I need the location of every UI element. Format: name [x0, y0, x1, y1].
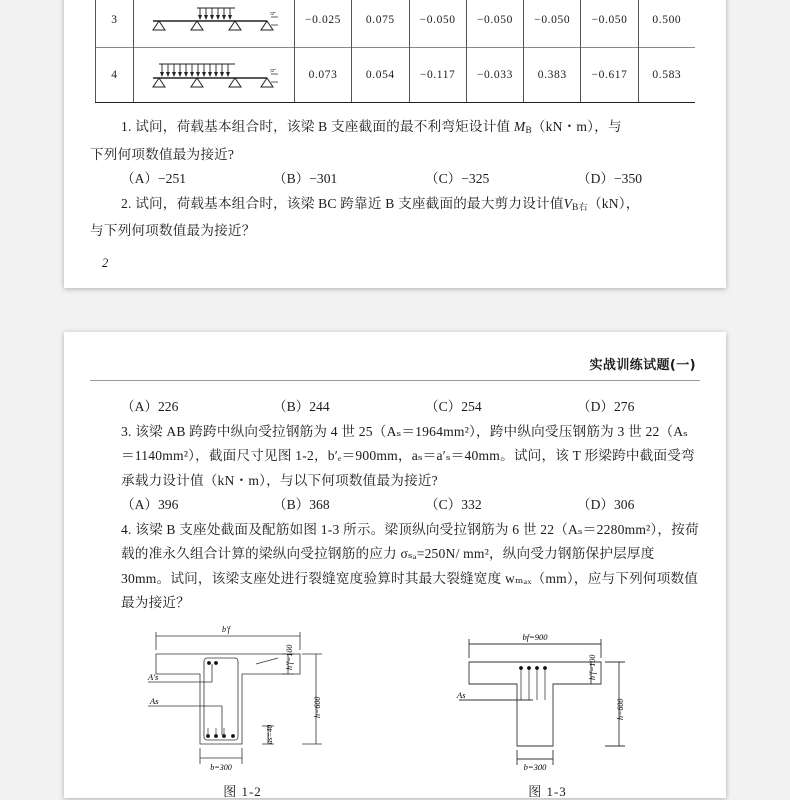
- symbol-V-subscript: B右: [572, 201, 588, 212]
- continuous-beam-diagram-row4: [145, 54, 283, 96]
- figure-row: [90, 622, 700, 800]
- row-index: 3: [96, 0, 134, 48]
- beam-diagram-cell: [133, 48, 294, 103]
- figure-1-3: [443, 622, 653, 800]
- option-a[interactable]: （A）396: [121, 497, 179, 512]
- option-d[interactable]: （D）306: [577, 497, 635, 512]
- table-row: [96, 0, 696, 48]
- table-cell: 0.054: [352, 48, 409, 103]
- t-beam-section-diagram-1-2: [138, 622, 348, 772]
- table-cell: 0.073: [294, 48, 351, 103]
- header-divider: [90, 380, 700, 381]
- option-b[interactable]: （B）368: [273, 497, 330, 512]
- label-a-dim: as=40: [264, 724, 274, 744]
- table-cell: −0.025: [294, 0, 351, 48]
- option-d[interactable]: （D）276: [577, 399, 635, 414]
- label-as-bottom: As: [149, 695, 158, 706]
- table-cell: 0.500: [638, 0, 695, 48]
- question-1-line-2: 下列何项数值最为接近?: [90, 146, 235, 162]
- option-c[interactable]: （C）254: [425, 399, 482, 414]
- label-as-top: A′s: [147, 671, 158, 682]
- figure-1-2: [138, 622, 348, 800]
- page-number: 2: [102, 255, 109, 270]
- option-b[interactable]: （B）244: [273, 399, 330, 414]
- symbol-M-subscript: B: [525, 125, 532, 136]
- table-cell: −0.050: [524, 0, 581, 48]
- option-a[interactable]: （A）226: [121, 399, 179, 414]
- option-c[interactable]: （C）−325: [425, 171, 490, 187]
- label-bottom-width: b=300: [209, 762, 232, 772]
- question-1-options: [90, 167, 700, 192]
- label-total-height: h=600: [312, 696, 322, 718]
- table-cell: −0.050: [466, 0, 523, 48]
- table-cell: −0.050: [409, 0, 466, 48]
- page-header-title: 实战训练试题(一): [589, 358, 696, 373]
- question-4-text: 4. 该梁 B 支座处截面及配筋如图 1-3 所示。梁顶纵向受拉钢筋为 6 世 22（Aₛ＝2280mm²），按荷载的准永久组合计算的梁纵向受拉钢筋的应力 σₛₐ=250N/ mm²，纵向受力钢筋保护层厚度 30mm。试问，该梁支座处进行裂缝宽度验算时其最大裂缝宽度 wₘₐₓ（mm），应与下列何项数值最为接近？: [121, 521, 699, 610]
- t-beam-section-diagram-1-3: [443, 622, 653, 772]
- row-index: 4: [96, 48, 134, 103]
- svg-text:q: q: [267, 67, 276, 72]
- option-c[interactable]: （C）332: [425, 497, 482, 512]
- option-a[interactable]: （A）−251: [121, 171, 187, 187]
- table-cell: 0.583: [638, 48, 695, 103]
- document-page-bottom: [64, 332, 726, 798]
- table-row: [96, 48, 696, 103]
- label-total-height: h=600: [615, 698, 625, 720]
- question-2-line-1: 2. 试问，荷载基本组合时，该梁 BC 跨靠近 B 支座截面的最大剪力设计值$V_{B右}(kN)$，: [121, 195, 640, 212]
- question-1-line-1: 1. 试问，荷载基本组合时，该梁 B 支座截面的最不利弯矩设计值 $M_B(kN$・m），与: [121, 119, 622, 136]
- svg-text:q: q: [267, 10, 276, 15]
- figure-caption: 图 1-3: [528, 783, 567, 799]
- question-2-line-2: 与下列何项数值最为接近？: [90, 223, 256, 239]
- table-cell: 0.383: [524, 48, 581, 103]
- document-page-top: [64, 0, 726, 288]
- label-flange-height: h′f=100: [284, 644, 294, 670]
- table-cell: −0.617: [581, 48, 638, 103]
- figure-caption: 图 1-2: [223, 783, 262, 799]
- option-d[interactable]: （D）−350: [577, 171, 643, 187]
- symbol-V: V: [563, 195, 573, 211]
- question-3-text: 3. 该梁 AB 跨跨中纵向受拉钢筋为 4 世 25（Aₛ＝1964mm²），跨中纵向受压钢筋为 3 世 22（Aₛ＝1140mm²），截面尺寸见图 1-2，b′ₑ＝900mm，aₛ＝a′ₛ＝40mm。试问，该 T 形梁跨中截面受弯承载力设计值（kN・m），与以下何项数值最为接近?: [121, 423, 695, 488]
- beam-diagram-cell: [133, 0, 294, 48]
- label-bottom-width: b=300: [523, 761, 546, 772]
- table-cell: −0.033: [466, 48, 523, 103]
- question-3-options: [90, 493, 700, 518]
- table-cell: 0.075: [352, 0, 409, 48]
- symbol-M: M: [513, 119, 526, 134]
- label-as: As: [456, 689, 465, 700]
- coefficient-table: [95, 0, 695, 103]
- label-top-width: bf=900: [521, 631, 548, 642]
- table-cell: −0.117: [409, 48, 466, 103]
- continuous-beam-diagram-row3: [145, 0, 283, 41]
- table-cell: −0.050: [581, 0, 638, 48]
- option-b[interactable]: （B）−301: [273, 171, 338, 187]
- label-flange-height: h′f=100: [587, 654, 597, 680]
- question-2-options: [90, 395, 700, 420]
- label-top-width: b′f: [221, 624, 230, 634]
